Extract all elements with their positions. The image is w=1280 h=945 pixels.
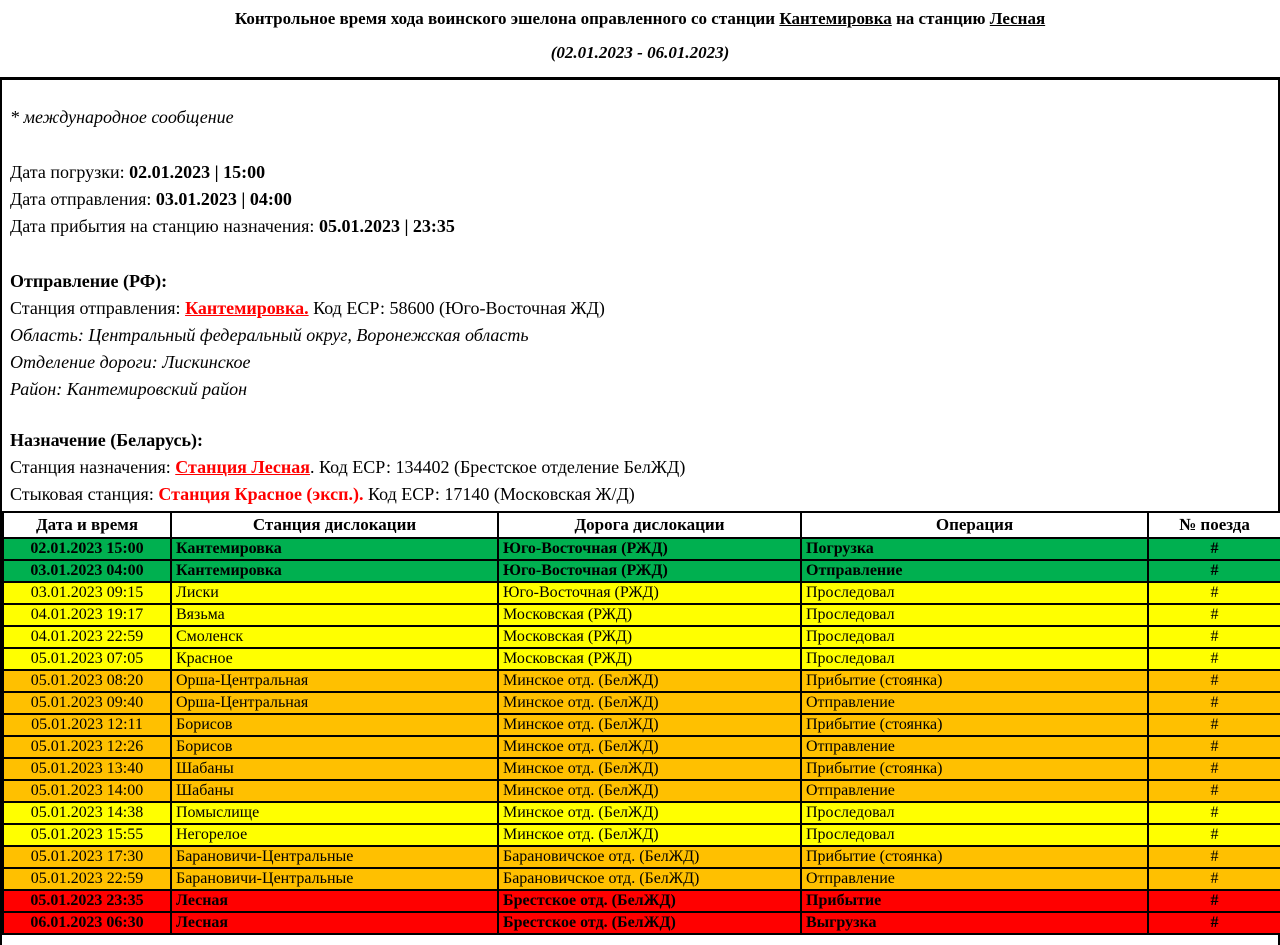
cell-operation: Прибытие (стоянка) (801, 846, 1148, 868)
cell-road: Барановичское отд. (БелЖД) (498, 868, 801, 890)
cell-datetime: 05.01.2023 15:55 (3, 824, 171, 846)
header-operation: Операция (801, 512, 1148, 538)
cell-road: Минское отд. (БелЖД) (498, 758, 801, 780)
destination-section (2, 427, 1278, 508)
cell-station: Лесная (171, 912, 498, 934)
cell-operation: Проследовал (801, 626, 1148, 648)
cell-operation: Отправление (801, 868, 1148, 890)
table-row (3, 758, 1280, 780)
table-row (3, 846, 1280, 868)
loading-date-value: 02.01.2023 | 15:00 (129, 162, 266, 182)
cell-train-number: # (1148, 890, 1280, 912)
cell-train-number: # (1148, 604, 1280, 626)
cell-datetime: 05.01.2023 23:35 (3, 890, 171, 912)
table-row (3, 626, 1280, 648)
table-row (3, 582, 1280, 604)
cell-road: Юго-Восточная (РЖД) (498, 582, 801, 604)
title-to-station: Лесная (989, 9, 1046, 28)
destination-heading: Назначение (Беларусь): (10, 430, 203, 450)
cell-road: Московская (РЖД) (498, 604, 801, 626)
cell-operation: Прибытие (стоянка) (801, 714, 1148, 736)
departure-date-value: 03.01.2023 | 04:00 (155, 189, 292, 209)
table-row (3, 538, 1280, 560)
destination-station-label: Станция назначения: (10, 457, 176, 477)
cell-train-number: # (1148, 714, 1280, 736)
cell-operation: Проследовал (801, 802, 1148, 824)
cell-train-number: # (1148, 868, 1280, 890)
cell-operation: Прибытие (стоянка) (801, 758, 1148, 780)
junction-station-code: Код ЕСР: 17140 (Московская Ж/Д) (363, 484, 635, 504)
table-row (3, 868, 1280, 890)
header-datetime: Дата и время (3, 512, 171, 538)
cell-road: Минское отд. (БелЖД) (498, 736, 801, 758)
departure-date-line (10, 186, 1270, 213)
cell-train-number: # (1148, 846, 1280, 868)
cell-station: Смоленск (171, 626, 498, 648)
cell-datetime: 04.01.2023 19:17 (3, 604, 171, 626)
loading-date-label: Дата погрузки: (10, 162, 130, 182)
cell-train-number: # (1148, 824, 1280, 846)
cell-station: Лесная (171, 890, 498, 912)
table-header-row (3, 512, 1280, 538)
departure-district-line: Район: Кантемировский район (10, 379, 248, 399)
cell-datetime: 05.01.2023 12:26 (3, 736, 171, 758)
destination-station-line (10, 454, 1270, 481)
cell-road: Минское отд. (БелЖД) (498, 780, 801, 802)
cell-train-number: # (1148, 802, 1280, 824)
cell-operation: Отправление (801, 692, 1148, 714)
table-row (3, 692, 1280, 714)
cell-datetime: 03.01.2023 04:00 (3, 560, 171, 582)
cell-datetime: 02.01.2023 15:00 (3, 538, 171, 560)
cell-train-number: # (1148, 560, 1280, 582)
cell-datetime: 05.01.2023 17:30 (3, 846, 171, 868)
departure-region-line: Область: Центральный федеральный округ, Воронежская область (10, 325, 529, 345)
cell-station: Орша-Центральная (171, 670, 498, 692)
cell-datetime: 05.01.2023 12:11 (3, 714, 171, 736)
title-from-station: Кантемировка (779, 9, 892, 28)
cell-datetime: 05.01.2023 09:40 (3, 692, 171, 714)
cell-operation: Прибытие (801, 890, 1148, 912)
cell-road: Брестское отд. (БелЖД) (498, 912, 801, 934)
departure-station-label: Станция отправления: (10, 298, 186, 318)
table-row (3, 648, 1280, 670)
cell-datetime: 05.01.2023 07:05 (3, 648, 171, 670)
loading-date-line (10, 159, 1270, 186)
junction-station-label: Стыковая станция: (10, 484, 159, 504)
cell-road: Минское отд. (БелЖД) (498, 802, 801, 824)
cell-datetime: 04.01.2023 22:59 (3, 626, 171, 648)
arrival-date-value: 05.01.2023 | 23:35 (318, 216, 455, 236)
cell-station: Шабаны (171, 758, 498, 780)
cell-road: Московская (РЖД) (498, 626, 801, 648)
departure-section (2, 268, 1278, 403)
cell-operation: Проследовал (801, 824, 1148, 846)
cell-operation: Проследовал (801, 582, 1148, 604)
table-row (3, 802, 1280, 824)
cell-datetime: 03.01.2023 09:15 (3, 582, 171, 604)
table-row (3, 714, 1280, 736)
header-station: Станция дислокации (171, 512, 498, 538)
cell-train-number: # (1148, 736, 1280, 758)
cell-road: Минское отд. (БелЖД) (498, 824, 801, 846)
cell-station: Красное (171, 648, 498, 670)
title-prefix: Контрольное время хода воинского эшелона оправленного со станции (234, 9, 780, 28)
cell-datetime: 05.01.2023 08:20 (3, 670, 171, 692)
cell-operation: Выгрузка (801, 912, 1148, 934)
report-body (0, 77, 1280, 945)
cell-station: Барановичи-Центральные (171, 846, 498, 868)
cell-train-number: # (1148, 538, 1280, 560)
cell-operation: Отправление (801, 560, 1148, 582)
cell-operation: Отправление (801, 736, 1148, 758)
junction-station-value: Станция Красное (эксп.). (158, 484, 364, 504)
destination-station-link[interactable]: Станция Лесная (175, 457, 311, 477)
cell-datetime: 05.01.2023 13:40 (3, 758, 171, 780)
cell-train-number: # (1148, 582, 1280, 604)
cell-operation: Проследовал (801, 648, 1148, 670)
cell-train-number: # (1148, 626, 1280, 648)
cell-station: Орша-Центральная (171, 692, 498, 714)
cell-datetime: 06.01.2023 06:30 (3, 912, 171, 934)
table-row (3, 670, 1280, 692)
title-block (0, 0, 1280, 77)
departure-date-label: Дата отправления: (10, 189, 156, 209)
cell-datetime: 05.01.2023 22:59 (3, 868, 171, 890)
timeline-table-body (3, 538, 1280, 934)
international-note: * международное сообщение (10, 107, 234, 127)
departure-heading: Отправление (РФ): (10, 271, 168, 291)
cell-station: Шабаны (171, 780, 498, 802)
cell-station: Борисов (171, 736, 498, 758)
table-row (3, 912, 1280, 934)
cell-station: Лиски (171, 582, 498, 604)
cell-station: Кантемировка (171, 538, 498, 560)
cell-road: Минское отд. (БелЖД) (498, 670, 801, 692)
table-row (3, 824, 1280, 846)
cell-train-number: # (1148, 758, 1280, 780)
cell-road: Минское отд. (БелЖД) (498, 692, 801, 714)
cell-operation: Прибытие (стоянка) (801, 670, 1148, 692)
cell-station: Помыслище (171, 802, 498, 824)
cell-datetime: 05.01.2023 14:38 (3, 802, 171, 824)
cell-train-number: # (1148, 692, 1280, 714)
destination-station-code: . Код ЕСР: 134402 (Брестское отделение БелЖД) (310, 457, 686, 477)
cell-road: Московская (РЖД) (498, 648, 801, 670)
cell-datetime: 05.01.2023 14:00 (3, 780, 171, 802)
table-row (3, 736, 1280, 758)
cell-road: Барановичское отд. (БелЖД) (498, 846, 801, 868)
cell-station: Негорелое (171, 824, 498, 846)
cell-operation: Погрузка (801, 538, 1148, 560)
arrival-date-label: Дата прибытия на станцию назначения: (10, 216, 319, 236)
cell-operation: Отправление (801, 780, 1148, 802)
cell-road: Юго-Восточная (РЖД) (498, 538, 801, 560)
header-train-number: № поезда (1148, 512, 1280, 538)
arrival-date-line (10, 213, 1270, 240)
departure-station-code: Код ЕСР: 58600 (Юго-Восточная ЖД) (308, 298, 605, 318)
cell-station: Барановичи-Центральные (171, 868, 498, 890)
cell-road: Брестское отд. (БелЖД) (498, 890, 801, 912)
cell-station: Кантемировка (171, 560, 498, 582)
report-period: (02.01.2023 - 06.01.2023) (550, 43, 730, 62)
cell-train-number: # (1148, 648, 1280, 670)
cell-train-number: # (1148, 912, 1280, 934)
key-dates-block (2, 159, 1278, 240)
page-title (0, 9, 1280, 29)
cell-station: Вязьма (171, 604, 498, 626)
cell-train-number: # (1148, 780, 1280, 802)
table-row (3, 604, 1280, 626)
table-row (3, 890, 1280, 912)
table-row (3, 560, 1280, 582)
header-road: Дорога дислокации (498, 512, 801, 538)
cell-train-number: # (1148, 670, 1280, 692)
departure-division-line: Отделение дороги: Лискинское (10, 352, 251, 372)
table-row (3, 780, 1280, 802)
departure-station-link[interactable]: Кантемировка. (185, 298, 309, 318)
cell-road: Юго-Восточная (РЖД) (498, 560, 801, 582)
cell-operation: Проследовал (801, 604, 1148, 626)
junction-station-line (10, 481, 1270, 508)
cell-road: Минское отд. (БелЖД) (498, 714, 801, 736)
title-middle: на станцию (891, 9, 990, 28)
cell-station: Борисов (171, 714, 498, 736)
timeline-table (2, 511, 1280, 935)
departure-station-line (10, 295, 1270, 322)
